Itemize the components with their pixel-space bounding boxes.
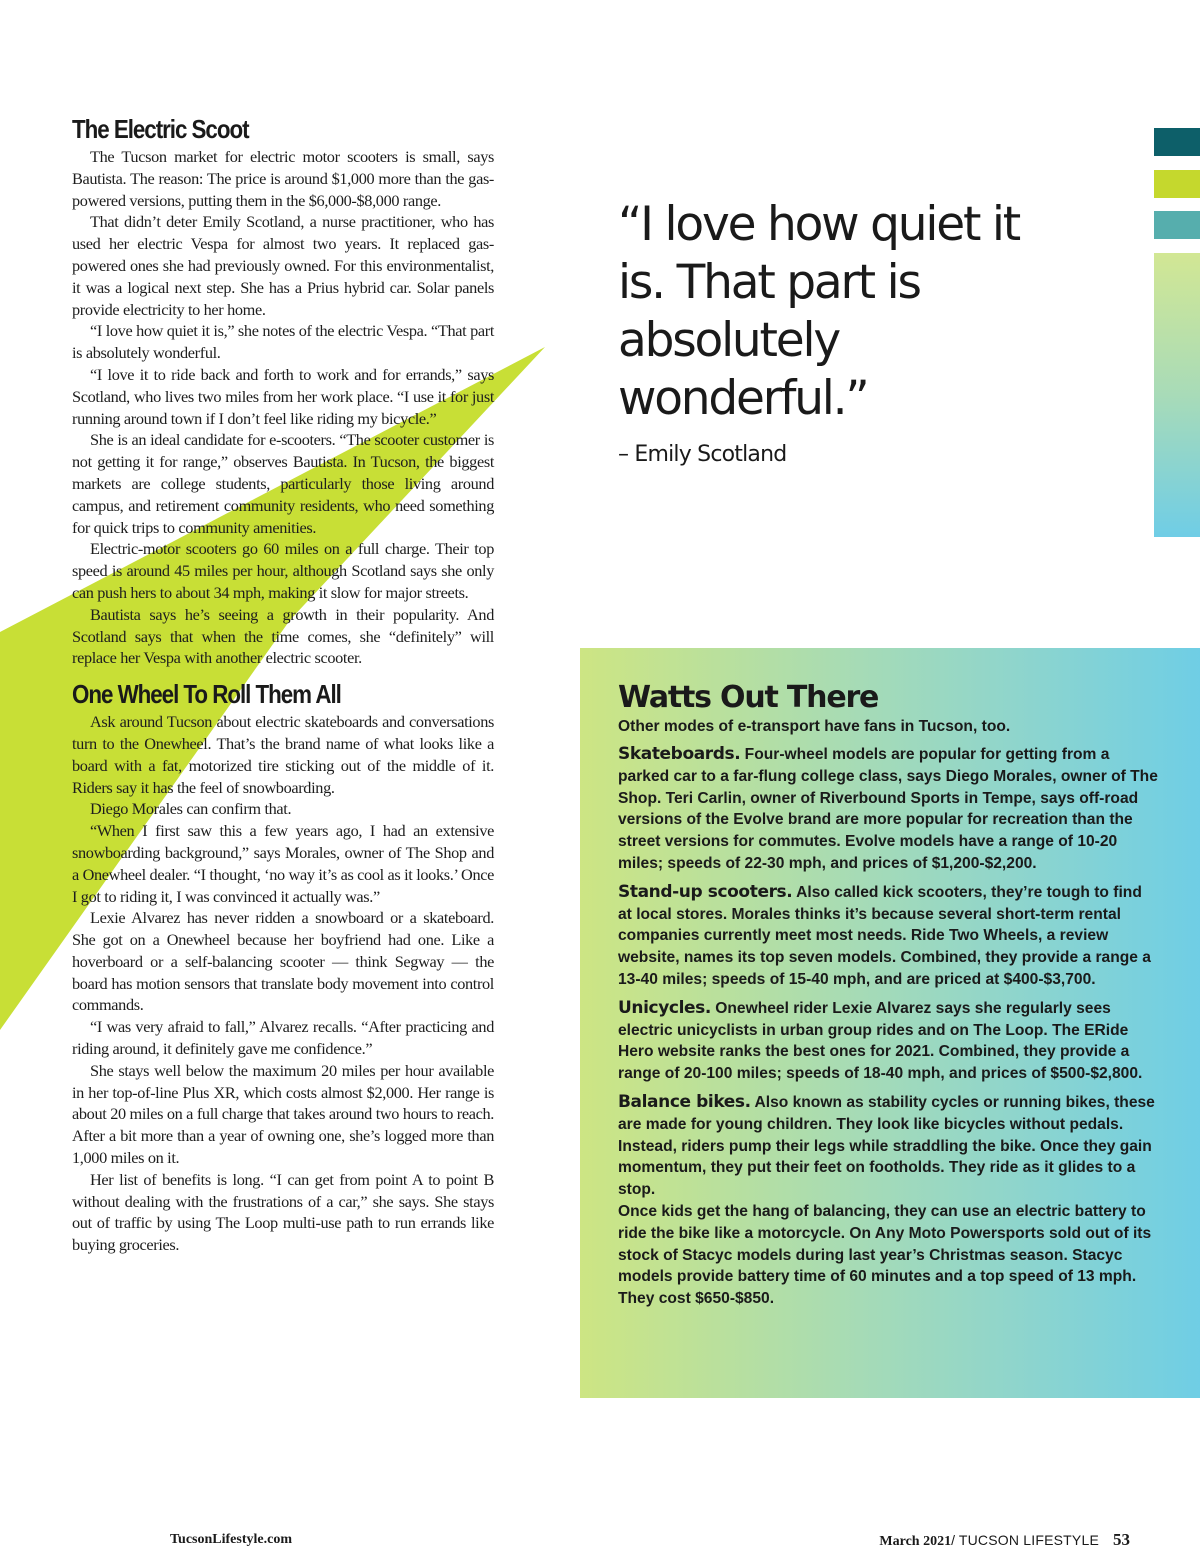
footer-website: TucsonLifestyle.com [170, 1532, 292, 1547]
sidebar-item-unicycles [618, 998, 1160, 1085]
sidebar-item-text: Also called kick scooters, they’re tough to find at local stores. Morales thinks it’s because several short-term rental companies currently meet most needs. Ride Two Wheels, a review website, names its top seven models. Combined, they provide a range a 13-40 miles; speeds of 15-40 mph, and are priced at $400-$3,700. [618, 883, 1151, 988]
color-swatch-dark-teal [1154, 128, 1200, 156]
sidebar-item-label: Balance bikes. [618, 1091, 751, 1112]
sidebar-item-balance-bikes [618, 1092, 1160, 1310]
article-paragraph: “I love how quiet it is,” she notes of the electric Vespa. “That part is absolutely wonderful. [72, 321, 494, 363]
section-heading-one-wheel: One Wheel To Roll Them All [72, 679, 341, 710]
sidebar-subtitle: Other modes of e-transport have fans in Tucson, too. [618, 718, 1011, 735]
article-paragraph: Bautista says he’s seeing a growth in their popularity. And Scotland says that when the time comes, she “definitely” will replace her Vespa with another electric scooter. [72, 604, 494, 668]
footer-magazine-name: TUCSON LIFESTYLE [958, 1532, 1099, 1548]
color-swatch-lime [1154, 170, 1200, 198]
sidebar-box [580, 648, 1200, 1398]
pull-quote [618, 196, 1058, 467]
footer-separator: / [951, 1532, 959, 1548]
article-paragraph: “When I first saw this a few years ago, I had an extensive snowboarding background,” says Morales, owner of The Shop and a Onewheel dealer. “I thought, ‘no way it’s as cool as it looks.’ Once I got to riding it, I was convinced it actually was.” [72, 821, 494, 906]
article-paragraph: “I was very afraid to fall,” Alvarez recalls. “After practicing and riding around, it definitely gave me confidence.” [72, 1017, 494, 1059]
sidebar-item-text: Onewheel rider Lexie Alvarez says she regularly sees electric unicyclists in urban group rides and on The Loop. The ERide Hero website ranks the best ones for 2021. Combined, they provide a range of 20-100 miles; speeds of 18-40 mph, and prices of $500-$2,800. [618, 999, 1143, 1083]
sidebar-item-skateboards [618, 744, 1160, 875]
article-paragraph: “I love it to ride back and forth to work and for errands,” says Scotland, who lives two miles from her work place. “I use it for just running around town if I don’t feel like riding my bicycle.” [72, 364, 494, 428]
article-paragraph: That didn’t deter Emily Scotland, a nurse practitioner, who has used her electric Vespa for almost two years. It replaced gas-powered ones she had previously owned. For this environmentalist, it was a logical next step. She has a Prius hybrid car. Solar panels provide electricity to her home. [72, 212, 494, 319]
section-heading-electric-scoot: The Electric Scoot [72, 114, 249, 144]
article-paragraph: Lexie Alvarez has never ridden a snowboard or a skateboard. She got on a Onewheel because her boyfriend had one. Like a hoverboard or a self-balancing scooter — think Segway — the board has motion sensors that translate body movement into control commands. [72, 908, 494, 1015]
sidebar-item-text: Four-wheel models are popular for getting from a parked car to a far-flung college class, says Diego Morales, owner of The Shop. Teri Carlin, owner of Riverbound Sports in Tempe, says off-road versions of the Evolve brand are more popular for recreation than the street versions for commutes. Evolve models have a range of 10-20 miles; speeds of 22-30 mph, and prices of $1,200-$2,200. [618, 746, 1158, 872]
sidebar-title: Watts Out There [618, 680, 879, 715]
color-swatch-gradient-bar [1154, 253, 1200, 537]
article-column [72, 112, 494, 1256]
footer-folio [879, 1530, 1130, 1550]
pull-quote-attribution: – Emily Scotland [618, 442, 787, 467]
sidebar-item-label: Stand-up scooters. [618, 881, 793, 902]
article-paragraph: Her list of benefits is long. “I can get from point A to point B without dealing with the frustrations of a car,” she says. She stays out of traffic by using The Loop multi-use path to run errands like buying groceries. [72, 1169, 494, 1255]
sidebar-item-text: Also known as stability cycles or running bikes, these are made for young children. They look like bicycles without pedals. Instead, riders pump their legs while straddling the bike. Once they gain momentum, they put their feet on footholds. They ride as it glides to a stop. [618, 1093, 1155, 1199]
color-swatch-teal [1154, 211, 1200, 239]
sidebar-item-label: Skateboards. [618, 744, 741, 764]
sidebar-item-scooters [618, 882, 1160, 991]
pull-quote-text: “I love how quiet it is. That part is absolutely wonderful.” [618, 197, 1020, 426]
article-paragraph: She is an ideal candidate for e-scooters. “The scooter customer is not getting it for range,” observes Bautista. In Tucson, the biggest markets are college students, particularly those living around campus, and retirement community residents, who need something for quick trips to community amenities. [72, 430, 494, 537]
page-number: 53 [1113, 1530, 1130, 1549]
footer-date: March 2021 [879, 1534, 952, 1549]
article-paragraph: Ask around Tucson about electric skateboards and conversations turn to the Onewheel. That’s the brand name of what looks like a board with a fat, motorized tire sticking out of the middle of it. Riders say it has the feel of snowboarding. [72, 712, 494, 797]
article-paragraph: Electric-motor scooters go 60 miles on a full charge. Their top speed is around 45 miles per hour, although Scotland says she only can push hers to about 34 mph, making it slow for major streets. [72, 539, 494, 602]
article-paragraph: The Tucson market for electric motor scooters is small, says Bautista. The reason: The price is around $1,000 more than the gas-powered versions, putting them in the $6,000-$8,000 range. [72, 147, 494, 210]
article-paragraph: Diego Morales can confirm that. [90, 799, 292, 819]
sidebar-item-label: Unicycles. [618, 997, 711, 1018]
article-paragraph: She stays well below the maximum 20 miles per hour available in her top-of-line Plus XR, which costs almost $2,000. Her range is about 20 miles on a full charge that takes around two hours to reach. After a bit more than a year of owning one, she’s logged more than 1,000 miles on it. [72, 1060, 494, 1168]
sidebar-item-text-continued: Once kids get the hang of balancing, they can use an electric battery to ride the bike like a motorcycle. On Any Moto Powersports sold out of its stock of Stacyc models during last year’s Christmas season. Stacyc models provide battery time of 60 minutes and a top speed of 13 mph. They cost $650-$850. [618, 1202, 1152, 1308]
